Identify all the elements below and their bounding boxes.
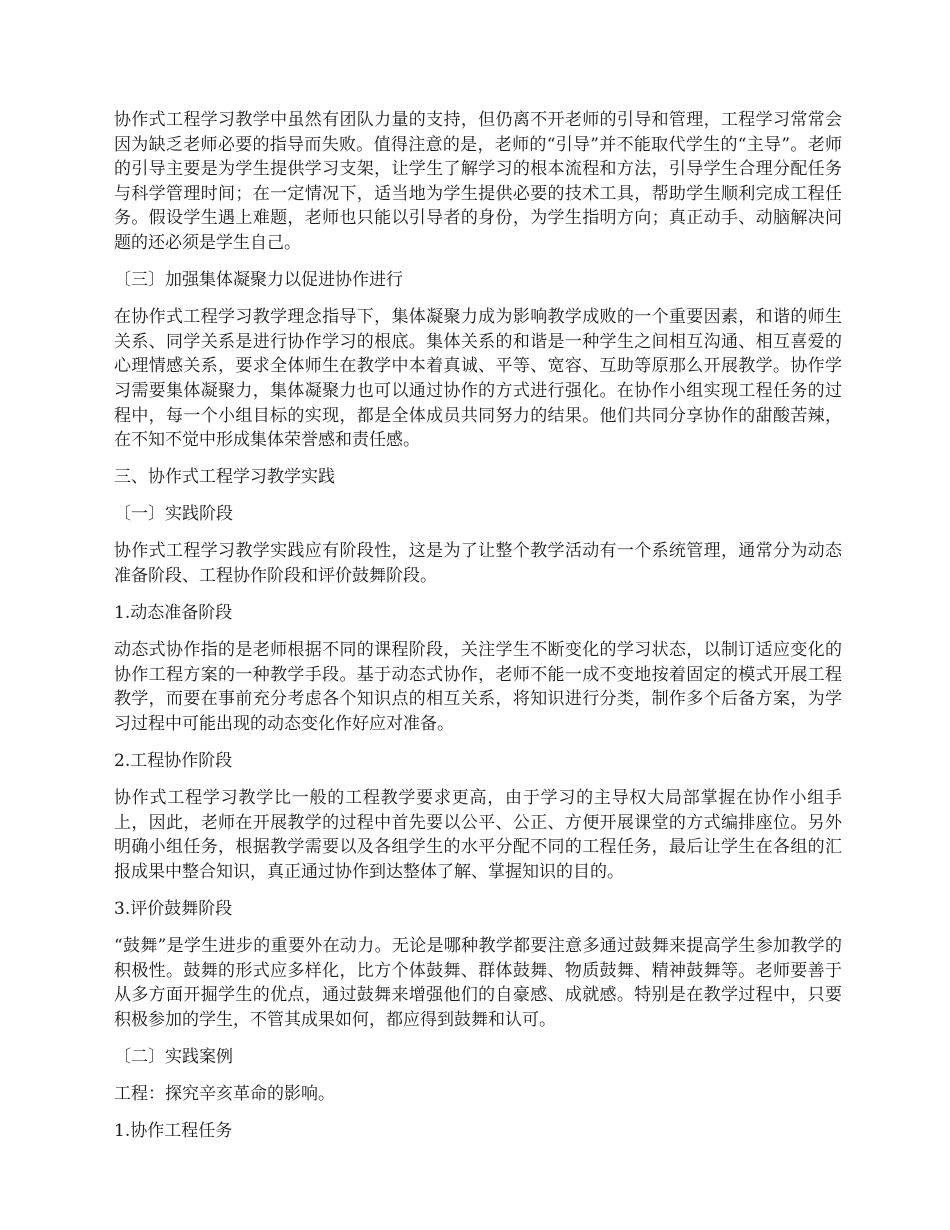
heading-practice-case: 〔二〕实践案例 [114,1047,233,1067]
paragraph-evaluation: “鼓舞”是学生进步的重要外在动力。无论是哪种教学都要注意多通过鼓舞来提高学生参加教学的积极性。鼓舞的形式应多样化，比方个体鼓舞、群体鼓舞、物质鼓舞、精神鼓舞等。老师要善于从多方面开掘学生的优点，通过鼓舞来增强他们的自豪感、成就感。特别是在教学过程中，只要积极参加的学生，不管其成果如何，都应得到鼓舞和认可。 [114,936,842,1030]
paragraph-practice-stages: 协作式工程学习教学实践应有阶段性，这是为了让整个教学活动有一个系统管理，通常分为动态准备阶段、工程协作阶段和评价鼓舞阶段。 [114,541,842,586]
heading-practice: 三、协作式工程学习教学实践 [114,467,335,488]
heading-cohesion: 〔三〕加强集体凝聚力以促进协作进行 [114,270,403,291]
document-page [114,108,842,1156]
heading-collaboration: 2.工程协作阶段 [114,751,233,772]
heading-practice-stages: 〔一〕实践阶段 [114,504,233,525]
paragraph-cohesion: 在协作式工程学习教学理念指导下，集体凝聚力成为影响教学成败的一个重要因素，和谐的师生关系、同学关系是进行协作学习的根底。集体关系的和谐是一种学生之间相互沟通、相互喜爱的心理情感关系，要求全体师生在教学中本着真诚、平等、宽容、互助等原那么开展教学。协作学习需要集体凝聚力，集体凝聚力也可以通过协作的方式进行强化。在协作小组实现工程任务的过程中，每一个小组目标的实现，都是全体成员共同努力的结果。他们共同分享协作的甜酸苦辣，在不知不觉中形成集体荣誉感和责任感。 [114,307,842,451]
heading-dynamic-prep: 1.动态准备阶段 [114,603,233,624]
heading-evaluation: 3.评价鼓舞阶段 [114,899,233,920]
heading-collab-task: 1.协作工程任务 [114,1121,233,1142]
paragraph-teacher-guidance: 协作式工程学习教学中虽然有团队力量的支持，但仍离不开老师的引导和管理，工程学习常常会因为缺乏老师必要的指导而失败。值得注意的是，老师的“引导”并不能取代学生的“主导”。老师的引导主要是为学生提供学习支架，让学生了解学习的根本流程和方法，引导学生合理分配任务与科学管理时间；在一定情况下，适当地为学生提供必要的技术工具，帮助学生顺利完成工程任务。假设学生遇上难题，老师也只能以引导者的身份，为学生指明方向；真正动手、动脑解决问题的还必须是学生自己。 [114,110,842,253]
paragraph-collaboration: 协作式工程学习教学比一般的工程教学要求更高，由于学习的主导权大局部掌握在协作小组手上，因此，老师在开展教学的过程中首先要以公平、公正、方便开展课堂的方式编排座位。另外明确小组任务，根据教学需要以及各组学生的水平分配不同的工程任务，最后让学生在各组的汇报成果中整合知识，真正通过协作到达整体了解、掌握知识的目的。 [114,788,842,882]
paragraph-dynamic-prep: 动态式协作指的是老师根据不同的课程阶段，关注学生不断变化的学习状态，以制订适应变化的协作工程方案的一种教学手段。基于动态式协作，老师不能一成不变地按着固定的模式开展工程教学，而要在事前充分考虑各个知识点的相互关系，将知识进行分类，制作多个后备方案，为学习过程中可能出现的动态变化作好应对准备。 [114,640,842,734]
paragraph-project: 工程：探究辛亥革命的影响。 [114,1084,335,1105]
